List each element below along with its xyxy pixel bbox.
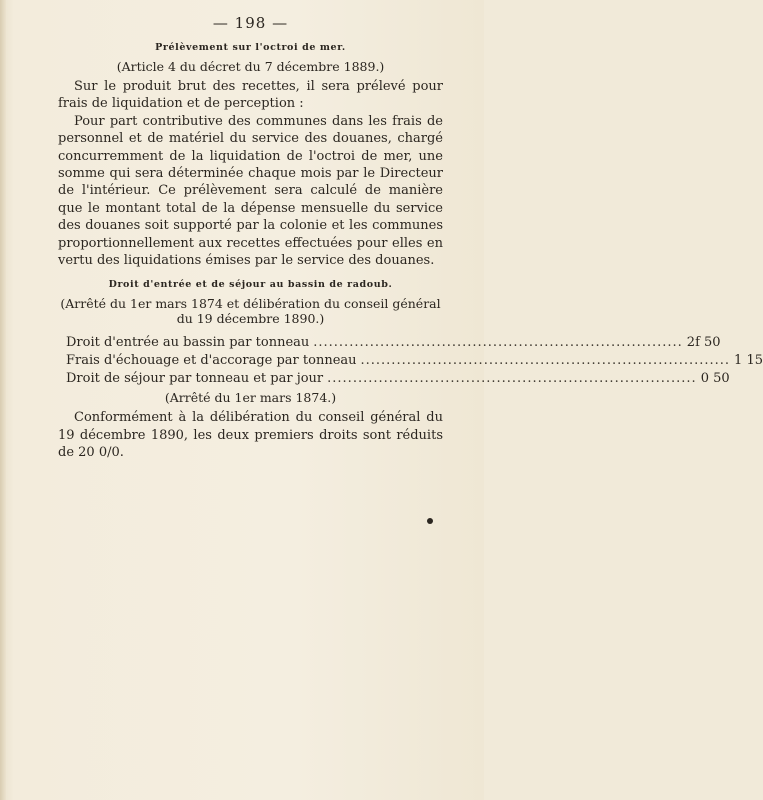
dot-leader: ........................................................................ xyxy=(313,335,683,351)
page-spine-shadow xyxy=(0,0,6,800)
fee-row xyxy=(66,334,721,352)
section-heading-octroi: Prélèvement sur l'octroi de mer. xyxy=(155,42,346,53)
section-reference-arrete-3: (Arrêté du 1er mars 1874.) xyxy=(164,390,337,406)
ink-spot xyxy=(427,518,433,524)
page-content xyxy=(58,14,763,462)
section-reference-decree: (Article 4 du décret du 7 décembre 1889.) xyxy=(116,59,385,74)
dot-leader: ........................................................................ xyxy=(360,353,731,369)
fee-table xyxy=(66,334,763,388)
paragraph-intro: Sur le produit brut des recettes, il sera prélevé pour frais de liquidation et de perception : xyxy=(58,79,443,112)
section-reference-arrete-1: (Arrêté du 1er mars 1874 et délibération du conseil général xyxy=(60,296,441,312)
fee-value: 2f 50 xyxy=(686,335,721,351)
fee-label: Frais d'échouage et d'accorage par tonneau xyxy=(66,353,357,369)
section-reference-arrete-2: du 19 décembre 1890.) xyxy=(176,311,325,327)
page-number: — 198 — xyxy=(212,14,289,32)
section-heading-bassin: Droit d'entrée et de séjour au bassin de radoub. xyxy=(108,279,393,291)
dot-leader: ........................................................................ xyxy=(327,371,697,387)
fee-row xyxy=(66,370,730,388)
fee-row xyxy=(66,352,763,370)
paragraph-reduction: Conformément à la délibération du conseil général du 19 décembre 1890, les deux premiers droits sont réduits de 20 0/0. xyxy=(58,410,443,461)
fee-label: Droit de séjour par tonneau et par jour xyxy=(66,371,324,387)
paragraph-contribution: Pour part contributive des communes dans les frais de personnel et de matériel du service des douanes, chargé concurremment de la liquidation de l'octroi de mer, une somme qui sera déterminée chaque mois par le Directeur de l'intérieur. Ce prélèvement sera calculé de manière que le montant total de la dépense mensuelle du service des douanes soit supporté par la colonie et les communes proportionnellement aux recettes effectuées pour elles en vertu des liquidations émises par le service des douanes. xyxy=(58,113,443,269)
fee-label: Droit d'entrée au bassin par tonneau xyxy=(66,335,310,351)
fee-value: 0 50 xyxy=(700,371,730,387)
fee-value: 1 15 xyxy=(734,353,763,369)
